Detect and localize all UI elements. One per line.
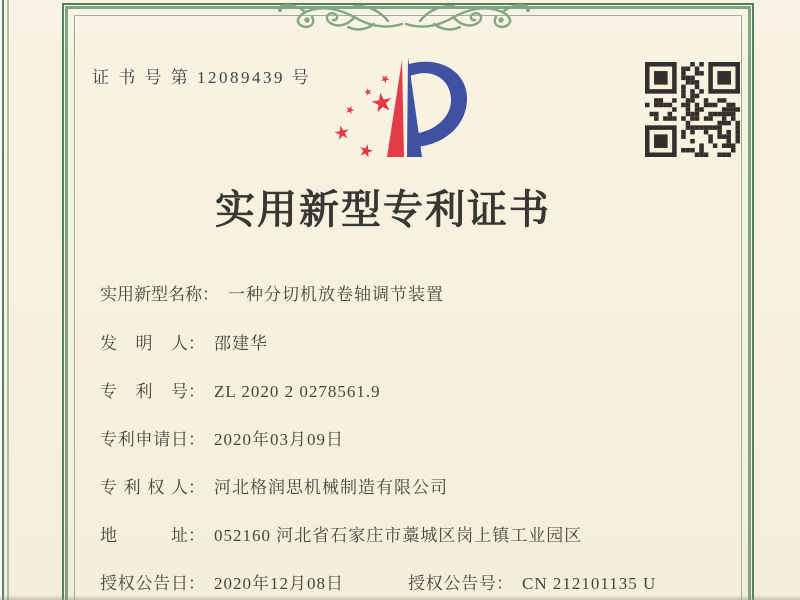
scan-bottom-edge-shadow [0, 595, 800, 600]
field-value: 052160 河北省石家庄市藁城区岗上镇工业园区 [214, 526, 583, 545]
colon: ： [188, 574, 205, 593]
certificate-number: 证 书 号 第 12089439 号 [92, 68, 312, 87]
field-value: CN 212101135 U [522, 574, 657, 593]
cnipa-patent-logo [331, 54, 473, 166]
colon: ： [202, 285, 219, 304]
qr-code [645, 62, 740, 157]
field-value: 2020年12月08日 [214, 574, 344, 593]
field-label: 专利权人 [100, 478, 188, 497]
field-value: 河北格润思机械制造有限公司 [214, 478, 448, 497]
field-patentee [100, 473, 448, 498]
field-label: 发明人 [100, 334, 188, 353]
field-value: ZL 2020 2 0278561.9 [214, 382, 381, 401]
field-grant-number [408, 569, 656, 594]
colon: ： [188, 526, 205, 545]
field-filing-date [100, 425, 344, 450]
field-label: 专利申请日 [100, 430, 188, 449]
scan-page-edge-dark-line [2, 0, 4, 600]
colon: ： [188, 382, 205, 401]
field-label: 实用新型名称 [100, 285, 202, 304]
field-label: 地址 [100, 526, 188, 545]
floral-flourish-ornament [276, 0, 532, 32]
colon: ： [496, 574, 513, 593]
field-utility-model-name [100, 280, 444, 305]
scan-page-edge-light-line [7, 0, 9, 600]
logo-stars [333, 73, 393, 158]
field-inventor [100, 329, 268, 354]
certificate-title: 实用新型专利证书 [215, 187, 551, 232]
field-address [100, 521, 582, 546]
colon: ： [188, 478, 205, 497]
field-label: 授权公告号 [408, 574, 496, 593]
colon: ： [188, 430, 205, 449]
logo-red-wedge [387, 60, 404, 157]
field-value: 邵建华 [214, 334, 268, 353]
field-patent-number [100, 377, 381, 402]
field-label: 专利号 [100, 382, 188, 401]
grant-info-row [100, 569, 760, 594]
field-value: 2020年03月09日 [214, 430, 344, 449]
field-value: 一种分切机放卷轴调节装置 [228, 285, 444, 304]
field-grant-date [100, 574, 344, 593]
colon: ： [188, 334, 205, 353]
field-label: 授权公告日 [100, 574, 188, 593]
